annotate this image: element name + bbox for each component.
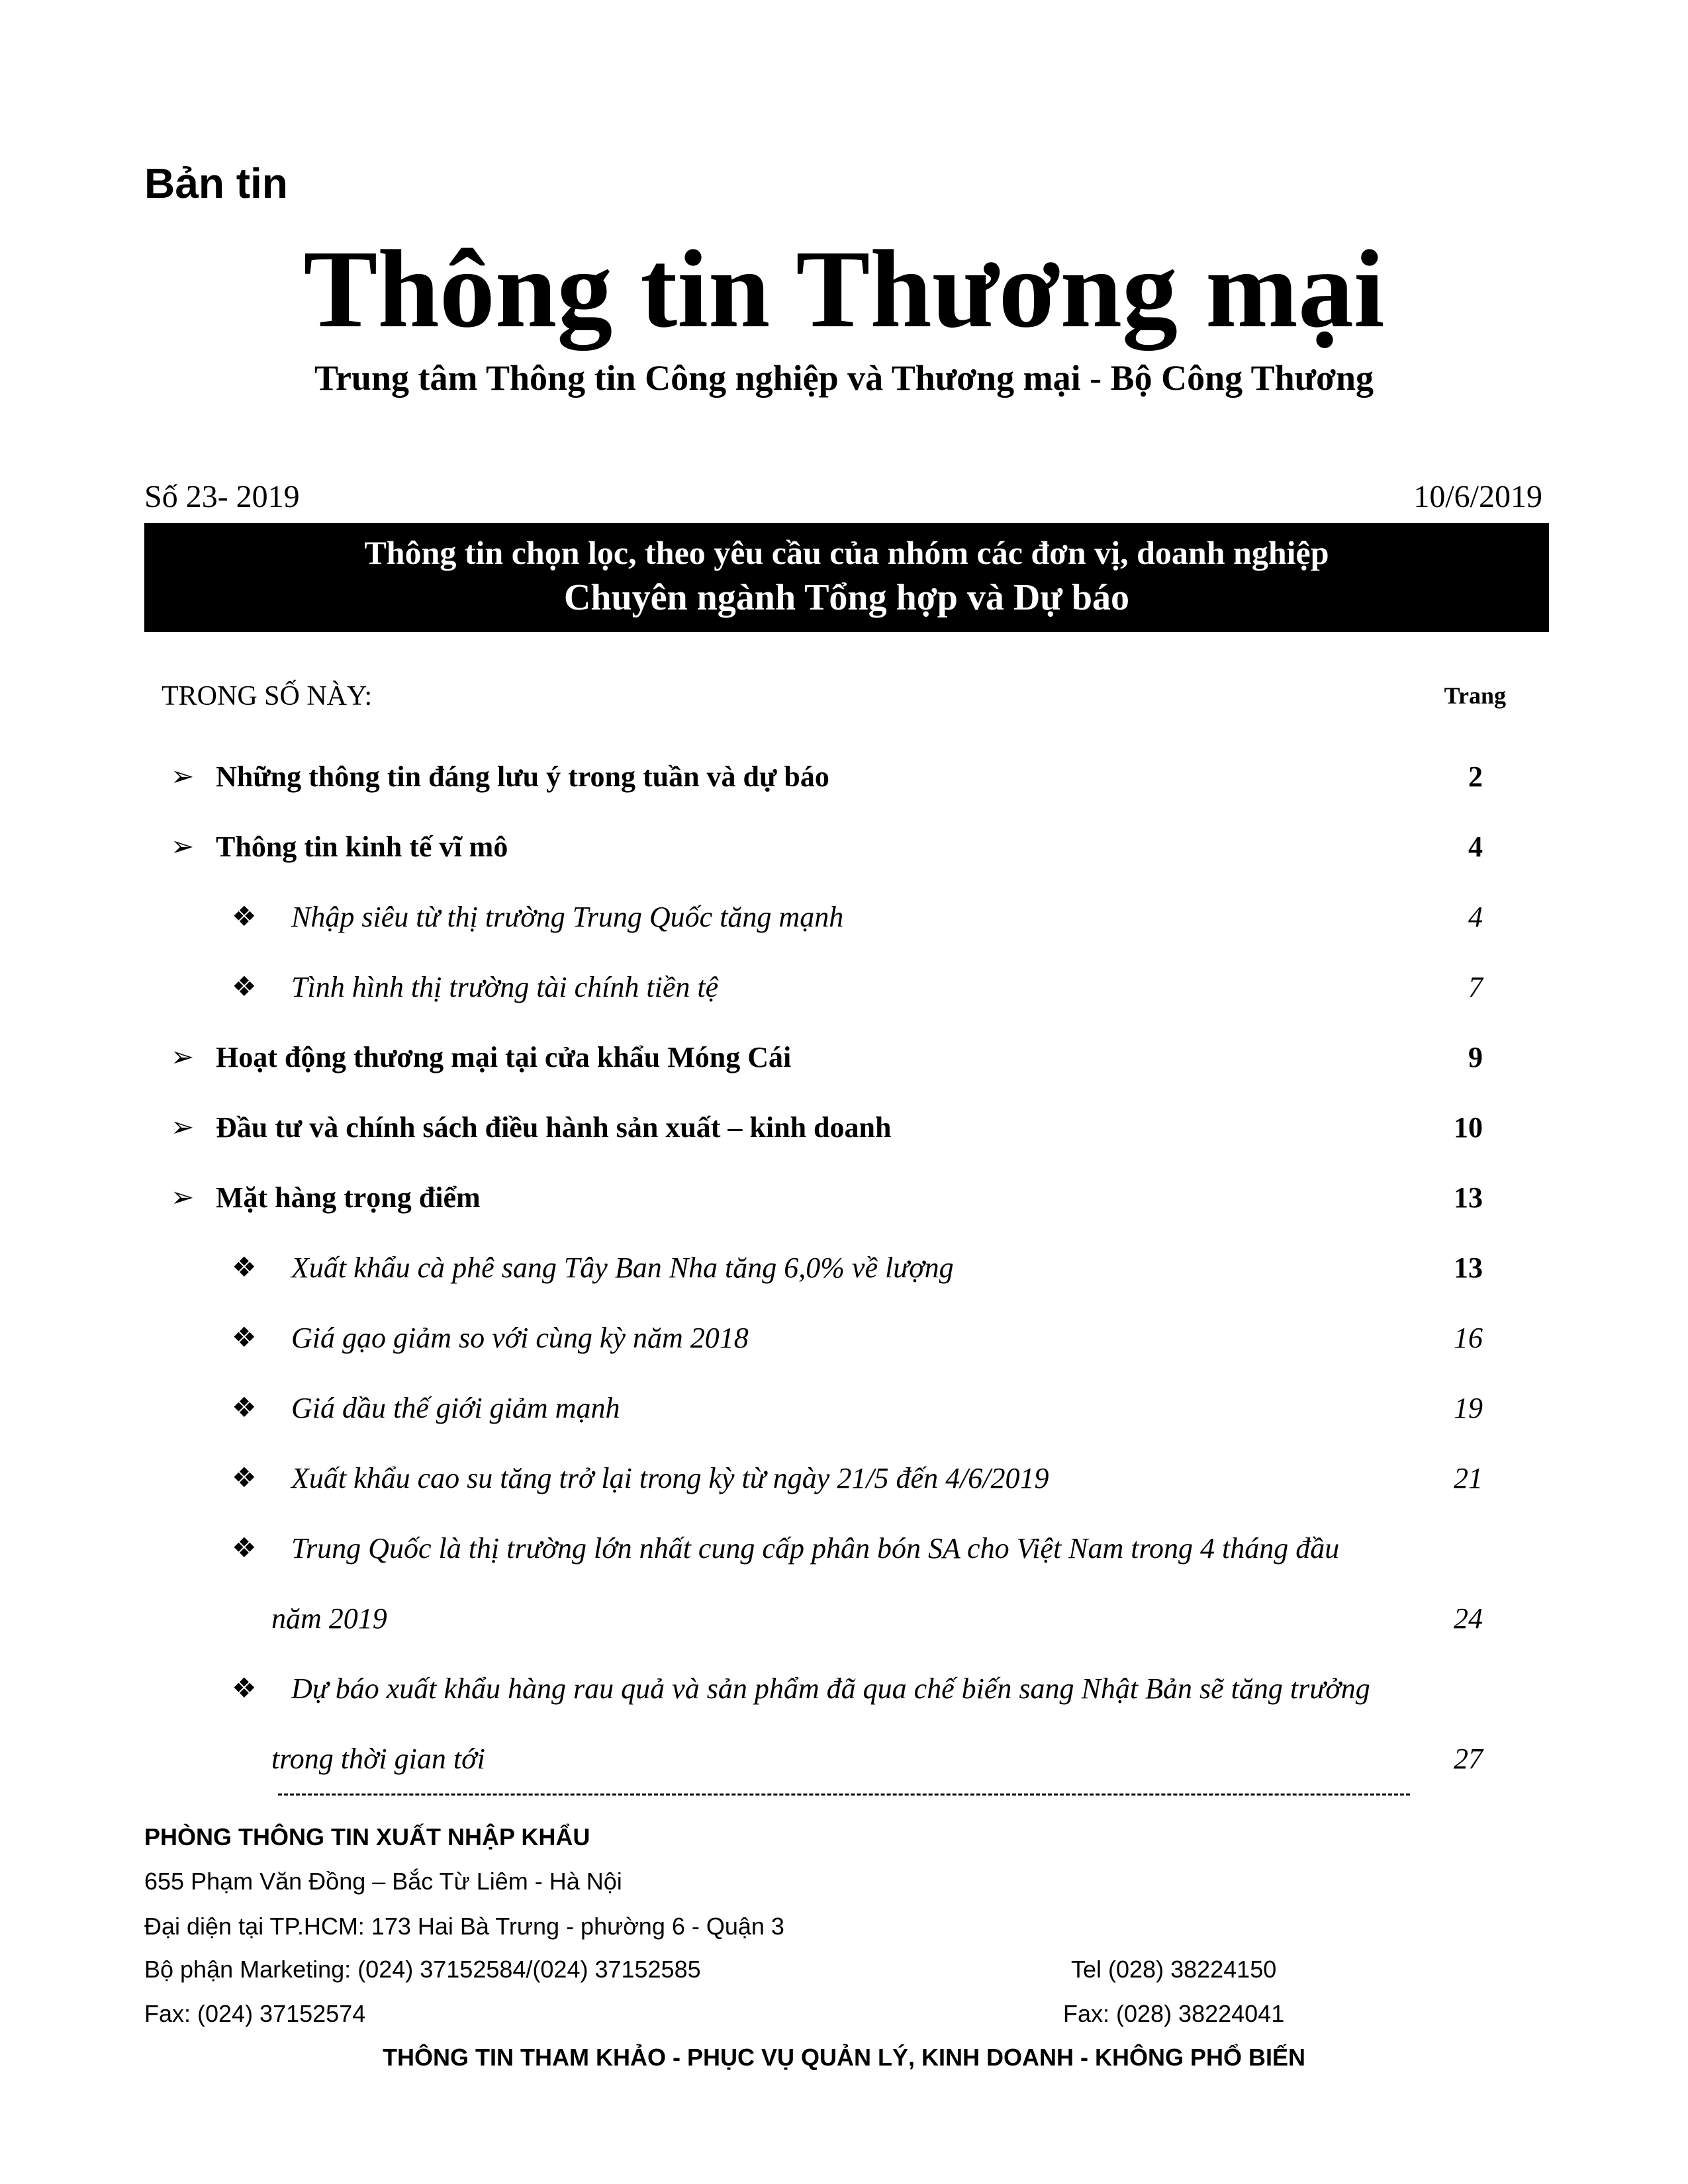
footer-address: 655 Phạm Văn Đồng – Bắc Từ Liêm - Hà Nội [144,1868,622,1895]
diamond-bullet-icon: ❖ [232,1323,257,1353]
toc-item[interactable] [0,1181,1688,1234]
toc-item[interactable] [0,830,1688,883]
diamond-bullet-icon: ❖ [232,1463,257,1494]
toc-subitem-continuation[interactable] [0,1742,1688,1795]
toc-item-title: Hoạt động thương mại tại cửa khẩu Móng Cái [216,1041,792,1073]
toc-subitem[interactable] [0,1251,1688,1304]
diamond-bullet-icon: ❖ [232,1253,257,1283]
toc-item-page: 2 [1468,760,1483,793]
toc-item[interactable] [0,1040,1688,1093]
footer-department: PHÒNG THÔNG TIN XUẤT NHẬP KHẨU [144,1823,590,1850]
arrow-bullet-icon: ➢ [171,1113,195,1143]
diamond-bullet-icon: ❖ [232,1393,257,1424]
footer-hcm-fax: Fax: (028) 38224041 [1063,2000,1285,2027]
bulletin-label: Bản tin [144,159,288,207]
toc-item-title: Đầu tư và chính sách điều hành sản xuất – kinh doanh [216,1111,892,1144]
toc-subitem[interactable] [0,1531,1688,1584]
toc-subitem[interactable] [0,970,1688,1023]
toc-item-title: Những thông tin đáng lưu ý trong tuần và dự báo [216,760,829,793]
banner-line-2: Chuyên ngành Tổng hợp và Dự báo [563,577,1130,618]
toc-subitem-title: Giá dầu thế giới giảm mạnh [291,1392,620,1424]
dashed-divider [278,1794,1410,1796]
toc-subitem-title: Trung Quốc là thị trường lớn nhất cung cấp phân bón SA cho Việt Nam trong 4 tháng đầu [291,1532,1340,1565]
toc-subitem[interactable] [0,1461,1688,1514]
toc-subitem-page: 16 [1454,1322,1483,1354]
footer-hcm-office: Đại diện tại TP.HCM: 173 Hai Bà Trưng - phường 6 - Quận 3 [144,1913,784,1940]
footer-marketing-phone: Bộ phận Marketing: (024) 37152584/(024) 37152585 [144,1956,701,1983]
toc-subitem-title: Xuất khẩu cao su tăng trở lại trong kỳ từ ngày 21/5 đến 4/6/2019 [291,1462,1049,1494]
toc-subitem-page: 4 [1468,901,1483,933]
toc-item-page: 9 [1468,1041,1483,1073]
toc-subitem-title: Tình hình thị trường tài chính tiền tệ [291,971,719,1003]
toc-item[interactable] [0,1111,1688,1163]
issue-date: 10/6/2019 [1413,479,1542,514]
toc-subitem-page: 27 [1454,1743,1483,1775]
toc-subitem-page: 7 [1468,971,1483,1003]
toc-subitem-title: Nhập siêu từ thị trường Trung Quốc tăng mạnh [291,901,844,933]
toc-subitem-page: 21 [1454,1462,1483,1494]
page-title: Thông tin Thương mại [303,228,1385,351]
toc-subitem-page: 13 [1454,1251,1483,1284]
toc-subitem[interactable] [0,1391,1688,1444]
arrow-bullet-icon: ➢ [171,1183,195,1213]
banner-line-1: Thông tin chọn lọc, theo yêu cầu của nhóm các đơn vị, doanh nghiệp [364,534,1329,571]
toc-item-page: 4 [1468,831,1483,863]
toc-item-page: 10 [1454,1111,1483,1144]
toc-subitem-title: Giá gạo giảm so với cùng kỳ năm 2018 [291,1322,749,1354]
arrow-bullet-icon: ➢ [171,762,195,792]
toc-item[interactable] [0,760,1688,813]
toc-item-page: 13 [1454,1181,1483,1214]
toc-subitem-title-cont: trong thời gian tới [271,1743,485,1775]
page-subtitle: Trung tâm Thông tin Công nghiệp và Thương mại - Bộ Công Thương [314,358,1374,398]
arrow-bullet-icon: ➢ [171,832,195,862]
footer-hcm-tel: Tel (028) 38224150 [1071,1956,1277,1983]
toc-subitem[interactable] [0,1672,1688,1725]
toc-subitem[interactable] [0,1321,1688,1374]
toc-subitem-title: Xuất khẩu cà phê sang Tây Ban Nha tăng 6,0% về lượng [291,1251,954,1284]
toc-subitem-page: 19 [1454,1392,1483,1424]
toc-subitem-title: Dự báo xuất khẩu hàng rau quả và sản phẩm đã qua chế biến sang Nhật Bản sẽ tăng trưởng [291,1672,1370,1705]
diamond-bullet-icon: ❖ [232,1533,257,1564]
toc-heading: TRONG SỐ NÀY: [162,681,373,711]
topic-banner [144,523,1549,632]
toc-subitem-continuation[interactable] [0,1602,1688,1655]
toc-page-header: Trang [1444,682,1506,709]
diamond-bullet-icon: ❖ [232,1674,257,1704]
toc-item-title: Thông tin kinh tế vĩ mô [216,831,508,863]
toc-subitem[interactable] [0,900,1688,953]
arrow-bullet-icon: ➢ [171,1042,195,1073]
toc-subitem-title-cont: năm 2019 [271,1602,387,1635]
diamond-bullet-icon: ❖ [232,902,257,933]
footer-fax: Fax: (024) 37152574 [144,2000,366,2027]
toc-subitem-page: 24 [1454,1602,1483,1635]
issue-number: Số 23- 2019 [144,479,300,514]
footer-notice: THÔNG TIN THAM KHẢO - PHỤC VỤ QUẢN LÝ, KINH DOANH - KHÔNG PHỔ BIẾN [383,2044,1305,2071]
toc-item-title: Mặt hàng trọng điểm [216,1181,481,1214]
diamond-bullet-icon: ❖ [232,972,257,1003]
